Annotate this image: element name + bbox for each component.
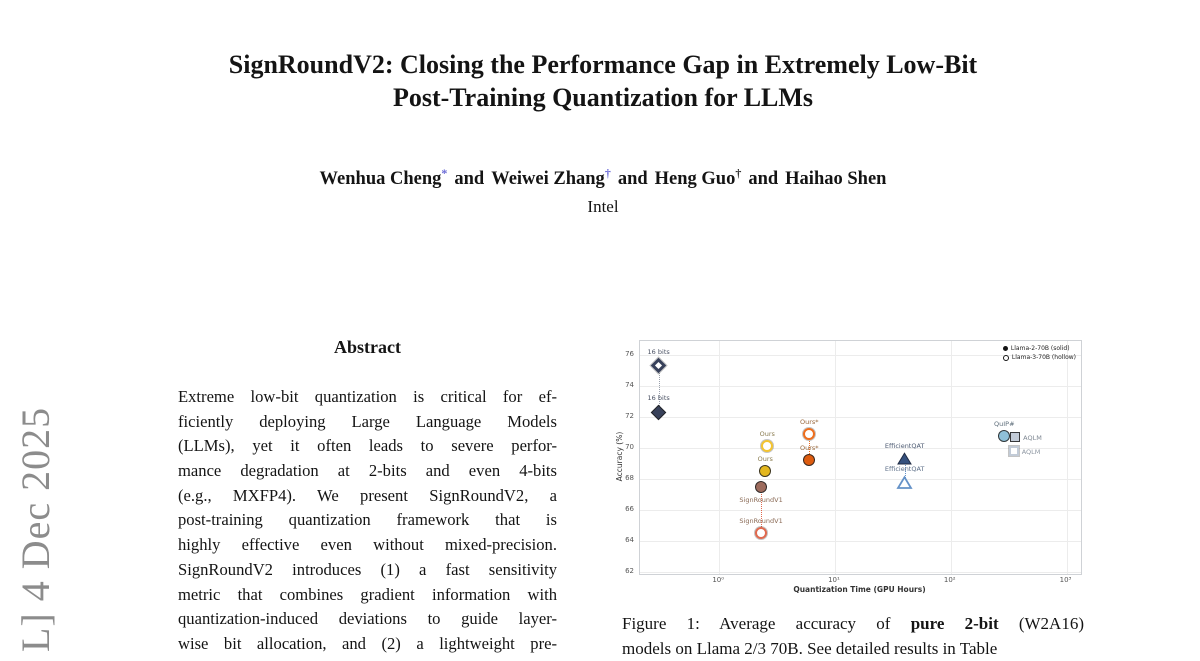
data-point-quip-solid [998,430,1010,442]
x-tick-label: 10⁰ [712,576,725,584]
author-superscript: † [735,166,742,180]
point-label: SignRoundV1 [739,495,783,504]
x-tick-label: 10³ [1059,576,1072,584]
caption-bold-text: pure 2-bit [910,614,999,633]
abstract-body [178,385,557,657]
data-point-efficientqat-hollow [897,476,912,489]
caption-text: (W2A16) [998,614,1084,633]
y-tick-label: 66 [625,504,634,513]
point-label: EfficientQAT [884,441,925,450]
data-point-ours-hollow [761,440,773,452]
arxiv-watermark: L] 4 Dec 2025 [13,406,58,652]
chart-legend [1003,344,1076,362]
author-separator: and [454,169,485,190]
author-superscript: † [604,166,611,180]
y-tick-label: 72 [625,411,634,420]
legend-entry-solid [1003,344,1076,353]
author-separator: and [748,169,779,190]
point-label: EfficientQAT [884,465,925,474]
point-label: AQLM [1023,433,1042,442]
point-label: 16 bits [647,394,670,403]
x-tick-label: 10¹ [828,576,840,584]
affiliation: Intel [587,197,619,216]
paper-title [6,48,1200,114]
abstract-line: wise bit allocation, and (2) a lightweight pre- [178,633,557,653]
abstract-line: (e.g., MXFP4). We present SignRoundV2, a [178,485,557,505]
y-tick-label: 68 [625,473,634,482]
abstract-line: mance degradation at 2-bits and even 4-bits [178,461,557,481]
abstract-line: ficiently deploying Large Language Models [178,411,557,431]
point-label: Ours [759,430,775,439]
y-tick-label: 70 [625,442,634,451]
caption-line-2: models on Llama 2/3 70B. See detailed results in Table [622,639,998,658]
point-label: 16 bits [647,347,670,356]
data-point-efficientqat-solid [897,452,912,465]
point-label: AQLM [1021,447,1041,456]
data-point-ours-solid [759,465,771,477]
author-superscript: * [441,166,448,180]
legend-solid-circle-icon [1003,346,1008,351]
gridline [640,386,1081,387]
point-label: Ours* [799,444,819,453]
data-point-signroundv1-hollow [755,527,767,539]
author-name: Haihao Shen [785,169,887,190]
abstract-line: SignRoundV2 introduces (1) a fast sensitivity [178,559,557,579]
x-axis-label: Quantization Time (GPU Hours) [793,585,926,594]
y-tick-label: 64 [625,535,634,544]
y-axis-label: Accuracy (%) [615,431,624,482]
author-name: Weiwei Zhang [491,169,605,190]
point-label: SignRoundV1 [739,517,783,526]
abstract-line: Extreme low-bit quantization is critical for ef- [178,387,557,406]
y-tick-label: 62 [625,566,634,575]
caption-text: Figure 1: Average accuracy of [622,614,911,633]
legend-label: Llama-3-70B (hollow) [1011,354,1076,361]
gridline [1067,341,1068,574]
figure-1 [615,340,1080,594]
gridline [640,479,1081,480]
author-name: Heng Guo [654,169,736,190]
author-separator: and [617,169,648,190]
legend-label: Llama-2-70B (solid) [1010,345,1070,352]
author-name: Wenhua Cheng [319,169,442,190]
caption-line-1 [622,611,1084,636]
author-line [6,166,1200,190]
abstract-heading: Abstract [334,337,401,357]
abstract-line: (LLMs), yet it often leads to severe perfor- [178,436,557,456]
gridline [640,572,1081,573]
y-tick-label: 76 [625,349,634,358]
gridline [719,341,720,574]
figure-caption [622,611,1084,661]
point-label: Ours [757,455,773,464]
point-label: Ours* [799,418,819,426]
legend-hollow-circle-icon [1003,355,1009,361]
x-tick-label: 10² [943,576,956,584]
gridline [640,417,1081,418]
data-point-16-bits-hollow [651,358,667,374]
data-point-signroundv1-solid [755,481,767,493]
data-point-ours-hollow [803,428,815,440]
gridline [640,510,1081,511]
point-label: QuIP# [994,419,1015,428]
gridline [835,341,836,574]
y-tick-label: 74 [625,380,634,389]
plot-area [639,340,1082,575]
title-line-1: SignRoundV2: Closing the Performance Gap in Extremely Low-Bit [228,50,978,79]
legend-entry-hollow [1003,353,1076,362]
gridline [640,541,1081,542]
data-point-aqlm-hollow [1009,446,1019,456]
data-point-aqlm-solid [1010,432,1020,442]
abstract-line: post-training quantization framework that is [178,510,557,530]
data-point-ours-solid [803,454,815,466]
abstract-line: highly effective even without mixed-precision. [178,535,557,555]
title-line-2: Post-Training Quantization for LLMs [392,83,814,112]
abstract-line: metric that combines gradient information with [178,584,557,604]
gridline [951,341,952,574]
abstract-line: quantization-induced deviations to guide layer- [178,609,557,629]
